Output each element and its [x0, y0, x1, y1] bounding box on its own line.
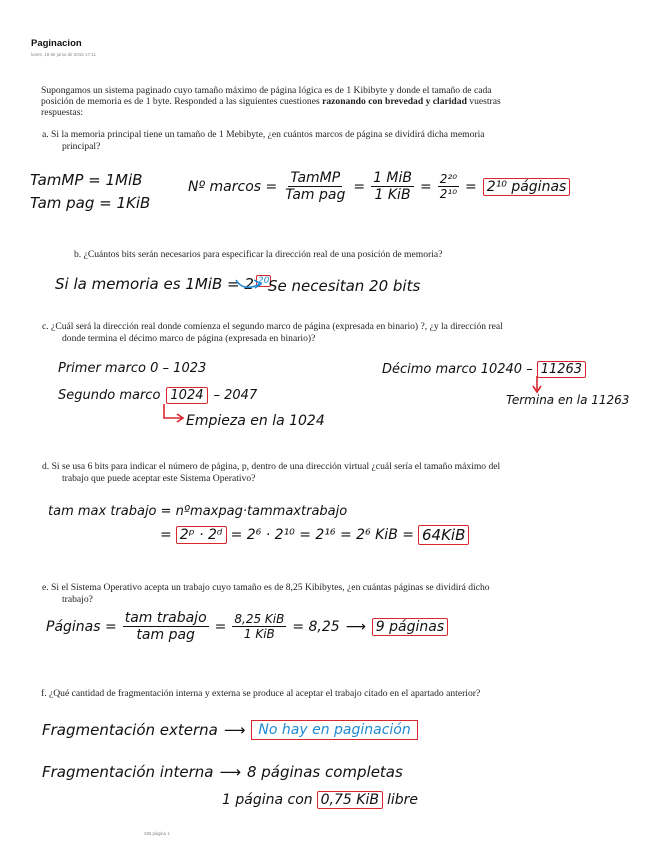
fraction-mib-kib: $\frac{\text{1 MiB}}{\text{1 KiB}}$ — [373, 170, 413, 203]
page-date: lunes, 18 de junio de 2018 17:11 — [31, 52, 96, 57]
answer-f-interna: Fragmentación interna ⟶ 8 páginas completas — [42, 763, 403, 781]
intro-line-1: Supongamos un sistema paginado cuyo tamaño máximo de página lógica es de 1 Kibibyte y donde el tamaño de cada — [41, 85, 492, 96]
question-d-line-2: trabajo que puede aceptar este Sistema Operativo? — [62, 473, 256, 484]
answer-a-tampag: Tam pag = 1KiB — [30, 194, 151, 212]
intro-line-3: respuestas: — [41, 107, 84, 118]
answer-b-result: Se necesitan 20 bits — [268, 277, 421, 295]
answer-a-result-box: 2¹⁰ páginas — [483, 178, 571, 196]
answer-e-result-box: 9 páginas — [372, 618, 448, 636]
arrow-icon — [162, 404, 186, 424]
answer-f-externa: Fragmentación externa ⟶ No hay en paginación — [42, 720, 418, 740]
answer-f-externa-box: No hay en paginación — [251, 720, 417, 740]
answer-c-termina: Termina en la 11263 — [506, 393, 630, 407]
answer-c-decimo: Décimo marco 10240 – 11263 — [382, 361, 586, 378]
answer-c-segundo: Segundo marco 1024 – 2047 — [58, 388, 258, 403]
free-space-box: 0,75 KiB — [317, 791, 383, 809]
answer-d-line-2: = 2ᵖ · 2ᵈ = 2⁶ · 2¹⁰ = 2¹⁶ = 2⁶ KiB = 64KiB — [160, 525, 469, 545]
answer-a-formula: Nº marcos = $\frac{\text{TamMP}}{\text{Tam pag}}$ = $\frac{\text{1 MiB}}{\text{1 KiB}}$ = $\frac{\text{2²⁰}}{\text{2¹⁰}}$ = 2¹⁰ páginas — [188, 170, 570, 203]
question-e-line-2: trabajo? — [62, 594, 93, 605]
answer-d-line-1: tam max trabajo = nºmaxpag·tammaxtrabajo — [48, 504, 348, 519]
answer-b: Si la memoria es 1MiB = 2 20 — [55, 275, 270, 293]
fraction-powers: $\frac{\text{2²⁰}}{\text{2¹⁰}}$ — [439, 172, 458, 201]
question-a-line-1: a. Si la memoria principal tiene un tamaño de 1 Mebibyte, ¿en cuántos marcos de página se dividirá dicha memoria — [42, 129, 485, 140]
powers-box: 2ᵖ · 2ᵈ — [176, 526, 227, 544]
answer-e: Páginas = $\frac{\text{tam trabajo}}{\text{tam pag}}$ = $\frac{\text{8,25 KiB}}{\text{1 KiB}}$ = 8,25 ⟶ 9 páginas — [46, 610, 448, 643]
intro-line-2: posición de memoria es de 1 byte. Responded a las siguientes cuestiones razonando con brevedad y claridad vuestras — [41, 96, 501, 107]
fraction-kib: $\frac{\text{8,25 KiB}}{\text{1 KiB}}$ — [234, 612, 285, 641]
answer-a-tammp: TamMP = 1MiB — [30, 171, 143, 189]
question-d-line-1: d. Si se usa 6 bits para indicar el número de página, p, dentro de una dirección virtual ¿cuál sería el tamaño máximo del — [42, 461, 501, 472]
page-title: Paginacion — [31, 38, 82, 49]
arrow-icon — [530, 376, 544, 394]
question-a-line-2: principal? — [62, 141, 101, 152]
question-c-line-2: donde termina el décimo marco de página (expresada en binario)? — [62, 333, 316, 344]
exponent-box: 20 — [257, 276, 270, 286]
question-c-line-1: c. ¿Cuál será la dirección real donde comienza el segundo marco de página (expresada en binario) ?, ¿y la dirección real — [42, 321, 503, 332]
page-footer: SIB página 1 — [144, 831, 170, 836]
question-b: b. ¿Cuántos bits serán necesarios para especificar la dirección real de una posición de memoria? — [74, 249, 443, 260]
question-e-line-1: e. Si el Sistema Operativo acepta un trabajo cuyo tamaño es de 8,25 Kibibytes, ¿en cuántas páginas se dividirá dicho — [42, 582, 490, 593]
answer-f-interna-detail: 1 página con 0,75 KiB libre — [222, 792, 418, 808]
arrow-icon — [234, 276, 264, 292]
segundo-start-box: 1024 — [166, 387, 207, 404]
answer-d-result-box: 64KiB — [418, 525, 469, 545]
answer-c-primer: Primer marco 0 – 1023 — [58, 361, 207, 376]
fraction-tam-trabajo: $\frac{\text{tam trabajo}}{\text{tam pag}}$ — [124, 610, 207, 643]
fraction-tammp-tampag: $\frac{\text{TamMP}}{\text{Tam pag}}$ — [285, 170, 346, 203]
question-f: f. ¿Qué cantidad de fragmentación interna y externa se produce al aceptar el trabajo citado en el apartado anterior? — [41, 688, 481, 699]
answer-c-empieza: Empieza en la 1024 — [186, 413, 325, 429]
nmarcos-label: Nº marcos = — [188, 178, 278, 195]
decimo-end-box: 11263 — [537, 361, 586, 378]
